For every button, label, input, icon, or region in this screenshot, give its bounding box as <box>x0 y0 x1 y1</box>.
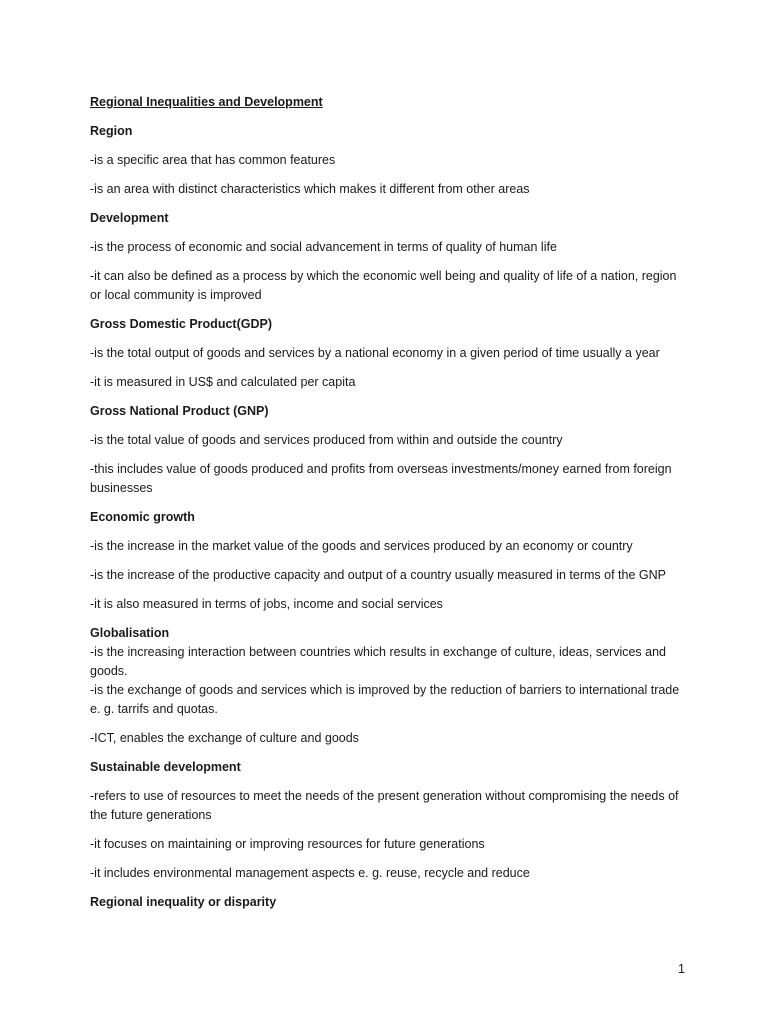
paragraph: -it can also be defined as a process by which the economic well being and quality of life of a nation, region or local community is improved <box>90 269 677 302</box>
document-body <box>90 93 690 922</box>
paragraph: -is an area with distinct characteristics which makes it different from other areas <box>90 182 530 196</box>
paragraph: -refers to use of resources to meet the needs of the present generation without compromising the needs of the future generations <box>90 789 679 822</box>
paragraph: -is the total value of goods and services produced from within and outside the country <box>90 433 563 447</box>
section-heading-globalisation: Globalisation <box>90 626 170 640</box>
section-heading-development: Development <box>90 211 169 225</box>
section-heading-sustainable-development: Sustainable development <box>90 760 241 774</box>
section-heading-region: Region <box>90 124 133 138</box>
paragraph: -is the increase of the productive capacity and output of a country usually measured in terms of the GNP <box>90 568 666 582</box>
section-heading-economic-growth: Economic growth <box>90 510 195 524</box>
paragraph: -this includes value of goods produced and profits from overseas investments/money earned from foreign businesses <box>90 462 672 495</box>
paragraph: -is the increase in the market value of the goods and services produced by an economy or country <box>90 539 633 553</box>
paragraph: -ICT, enables the exchange of culture and goods <box>90 731 359 745</box>
page-number: 1 <box>678 962 685 976</box>
section-heading-gdp: Gross Domestic Product(GDP) <box>90 317 272 331</box>
section-heading-gnp: Gross National Product (GNP) <box>90 404 269 418</box>
paragraph: -it includes environmental management aspects e. g. reuse, recycle and reduce <box>90 866 530 880</box>
section-heading-regional-inequality: Regional inequality or disparity <box>90 895 277 909</box>
paragraph: -is a specific area that has common features <box>90 153 336 167</box>
paragraph: -is the total output of goods and services by a national economy in a given period of time usually a year <box>90 346 660 360</box>
paragraph: -is the process of economic and social advancement in terms of quality of human life <box>90 240 557 254</box>
document-title: Regional Inequalities and Development <box>90 95 323 109</box>
paragraph: -is the exchange of goods and services which is improved by the reduction of barriers to international trade e. g. tarrifs and quotas. <box>90 683 680 716</box>
paragraph: -is the increasing interaction between countries which results in exchange of culture, ideas, services and goods. <box>90 645 667 678</box>
paragraph: -it is measured in US$ and calculated per capita <box>90 375 356 389</box>
paragraph: -it focuses on maintaining or improving resources for future generations <box>90 837 485 851</box>
paragraph: -it is also measured in terms of jobs, income and social services <box>90 597 443 611</box>
